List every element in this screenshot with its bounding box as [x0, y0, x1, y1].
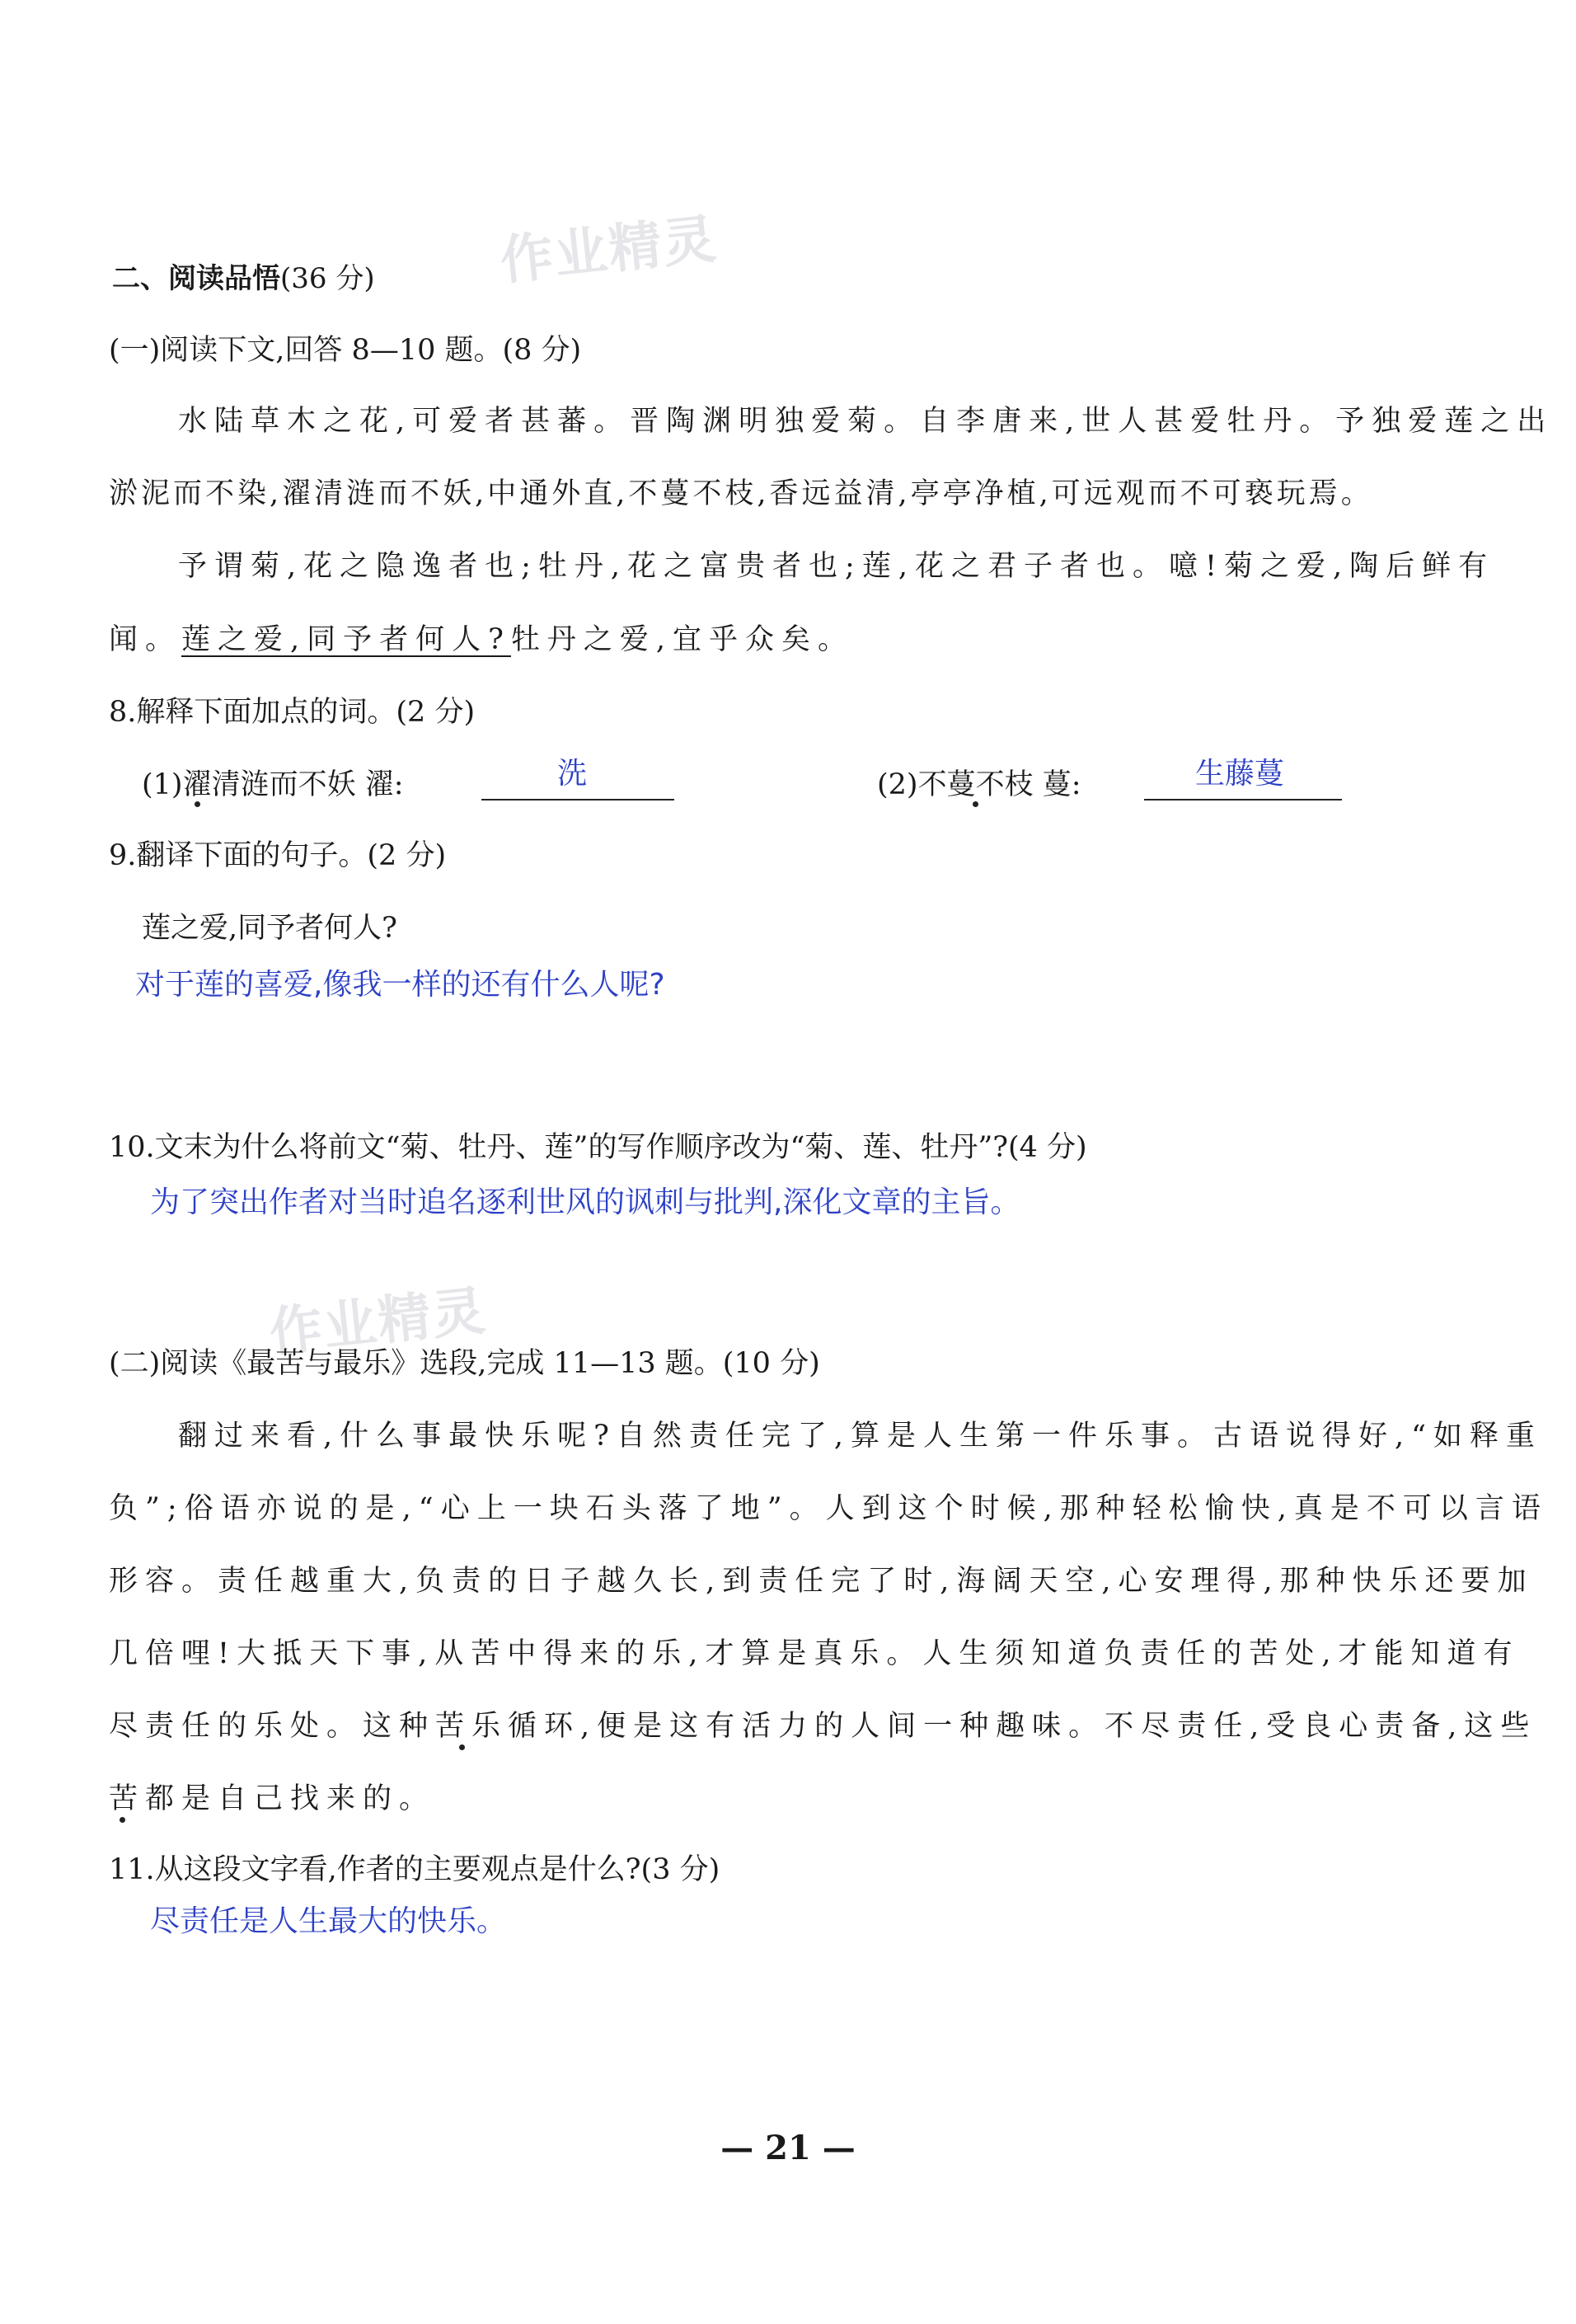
page-number: — 21 — [720, 2129, 856, 2167]
passage1-line: 水陆草木之花,可爱者甚蕃。晋陶渊明独爱菊。自李唐来,世人甚爱牡丹。予独爱莲之出 [178, 405, 1554, 438]
q8-item2-answer: 生藤蔓 [1195, 757, 1285, 791]
q8-item2-label: (2)不蔓不枝 蔓: [877, 768, 1081, 801]
part2-header: (二)阅读《最苦与最乐》选段,完成 11—13 题。(10 分) [109, 1347, 820, 1380]
emphasis-dot [195, 801, 200, 807]
section-title [112, 256, 375, 296]
q9-question: 9.翻译下面的句子。(2 分) [109, 839, 447, 872]
passage1-text: 牡丹之爱,宜乎众矣。 [510, 623, 855, 656]
emphasis-dot [459, 1744, 465, 1750]
emphasis-dot [120, 1817, 125, 1823]
emphasis-dot [973, 801, 978, 807]
passage1-text: 闻。 [109, 623, 182, 656]
part1-header: (一)阅读下文,回答 8—10 题。(8 分) [109, 334, 582, 367]
q8-item1-blank [481, 799, 674, 800]
q8-item1-label: (1)濯清涟而不妖 濯: [142, 768, 404, 801]
q9-sentence: 莲之爱,同予者何人? [142, 912, 397, 945]
q11-answer: 尽责任是人生最大的快乐。 [150, 1904, 507, 1938]
q9-answer: 对于莲的喜爱,像我一样的还有什么人呢? [135, 968, 665, 1002]
section-score: (36 分) [280, 262, 375, 295]
q8-item1-answer: 洗 [557, 757, 588, 791]
passage2-line: 尽责任的乐处。这种苦乐循环,便是这有活力的人间一种趣味。不尽责任,受良心责备,这些 [109, 1710, 1537, 1743]
watermark: 作业精灵 [266, 1280, 490, 1364]
q10-answer: 为了突出作者对当时追名逐利世风的讽刺与批判,深化文章的主旨。 [150, 1185, 1020, 1219]
watermark: 作业精灵 [497, 209, 720, 293]
passage2-line: 翻过来看,什么事最快乐呢?自然责任完了,算是人生第一件乐事。古语说得好,“如释重 [178, 1420, 1543, 1453]
passage1-line: 予谓菊,花之隐逸者也;牡丹,花之富贵者也;莲,花之君子者也。噫!菊之爱,陶后鲜有 [178, 550, 1495, 583]
q8-item2-blank [1144, 799, 1342, 800]
passage2-line: 几倍哩!大抵天下事,从苦中得来的乐,才算是真乐。人生须知道负责任的苦处,才能知道有 [109, 1637, 1520, 1670]
q11-question: 11.从这段文字看,作者的主要观点是什么?(3 分) [109, 1853, 720, 1886]
underlined-sentence: 莲之爱,同予者何人? [181, 623, 511, 656]
section-title-text: 二、阅读品悟 [112, 262, 280, 295]
passage2-line: 负”;俗语亦说的是,“心上一块石头落了地”。人到这个时候,那种轻松愉快,真是不可以言语 [109, 1492, 1548, 1525]
q8-question: 8.解释下面加点的词。(2 分) [109, 696, 476, 729]
q10-question: 10.文末为什么将前文“菊、牡丹、莲”的写作顺序改为“菊、莲、牡丹”?(4 分) [109, 1131, 1087, 1164]
passage2-line: 形容。责任越重大,负责的日子越久长,到责任完了时,海阔天空,心安理得,那种快乐还要加 [109, 1565, 1534, 1598]
passage1-line: 淤泥而不染,濯清涟而不妖,中通外直,不蔓不枝,香远益清,亭亭净植,可远观而不可亵玩焉。 [109, 477, 1373, 510]
passage1-line [109, 617, 854, 658]
passage2-line: 苦都是自己找来的。 [109, 1782, 436, 1815]
